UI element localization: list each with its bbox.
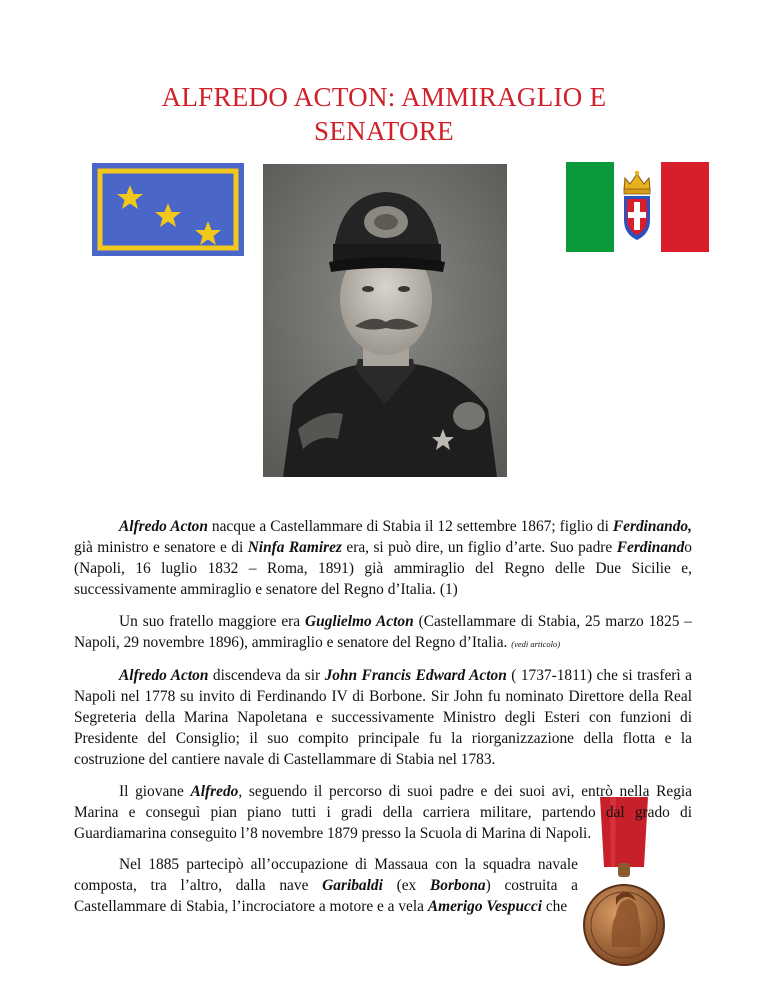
ship-name: Garibaldi bbox=[322, 877, 383, 894]
text-run: era, si può dire, un figlio d’arte. Suo padre bbox=[341, 539, 617, 556]
person-name: John Francis Edward Acton bbox=[324, 667, 507, 684]
page-title-line-1: ALFREDO ACTON: AMMIRAGLIO E bbox=[161, 82, 607, 112]
paragraph-3 bbox=[74, 665, 692, 770]
person-name: Ferdinando, bbox=[612, 518, 692, 535]
text-run: discendeva da sir bbox=[208, 667, 325, 684]
text-run: Nel 1885 partecipò all’occupazione di Massaua con la squadra navale composta, tra l’altro, dalla nave bbox=[74, 856, 578, 894]
text-run: ( 1737-1811) che si trasferì a Napoli nel 1778 su invito di Ferdinando IV di Borbone. Sir John fu nominato Direttore della Real Segreteria della Marina Napoletana e successivamente Ministro degli Esteri con funzioni di Presidente del Consiglio; il suo compito principale fu la riorganizzazione della flotta e la costruzione del cantiere navale di Castellammare di Stabia nel 1783. bbox=[74, 667, 692, 768]
person-name: Alfredo Acton bbox=[119, 518, 208, 535]
text-run: o (Napoli, 16 luglio 1832 – Roma, 1891) già ammiraglio del Regno delle Due Sicilie e, successivamente ammiraglio e senatore del Regno d’Italia. (1) bbox=[74, 539, 692, 598]
paragraph-5 bbox=[74, 854, 578, 917]
text-run: Il giovane bbox=[119, 782, 191, 800]
page-title bbox=[0, 80, 768, 148]
person-name: Ninfa Ramirez bbox=[247, 539, 342, 556]
portrait-photo bbox=[263, 164, 507, 477]
text-run: (Castellammare di Stabia, 25 marzo 1825 – Napoli, 29 novembre 1896), ammiraglio e senatore del Regno d’Italia. bbox=[74, 612, 692, 651]
paragraph-2 bbox=[74, 611, 692, 655]
text-run: nacque a Castellammare di Stabia il 12 settembre 1867; figlio di bbox=[207, 518, 613, 535]
text-run: già ministro e senatore e di bbox=[74, 539, 248, 556]
admiral-rank-flag bbox=[92, 163, 244, 256]
text-run: Un suo fratello maggiore era bbox=[119, 612, 306, 630]
text-run: ) costruita a Castellammare di Stabia, l’incrociatore a motore e a vela bbox=[74, 877, 579, 915]
article-body bbox=[74, 516, 692, 928]
person-name: Alfredo bbox=[190, 782, 239, 800]
person-name: Guglielmo Acton bbox=[305, 612, 414, 630]
ship-name: Amerigo Vespucci bbox=[427, 898, 542, 915]
text-run: , seguendo il percorso di suoi padre e dei suoi avi, entrò nella Regia Marina e conseguì pian piano tutti i gradi della carriera militare, partendo dal grado di Guardiamarina conseguito l’8 novembre 1879 presso la Scuola di Marina di Napoli. bbox=[74, 782, 692, 842]
text-run: (ex bbox=[382, 877, 430, 894]
page-title-line-2: SENATORE bbox=[314, 116, 454, 146]
person-name: Alfredo Acton bbox=[119, 667, 209, 684]
paragraph-4 bbox=[74, 781, 692, 844]
paragraph-1 bbox=[74, 516, 692, 600]
kingdom-of-italy-flag bbox=[566, 162, 709, 252]
ship-name: Borbona bbox=[429, 877, 486, 894]
text-run: che bbox=[542, 898, 568, 915]
person-name: Ferdinand bbox=[616, 539, 685, 556]
see-article-link[interactable]: (vedi articolo) bbox=[511, 638, 561, 649]
